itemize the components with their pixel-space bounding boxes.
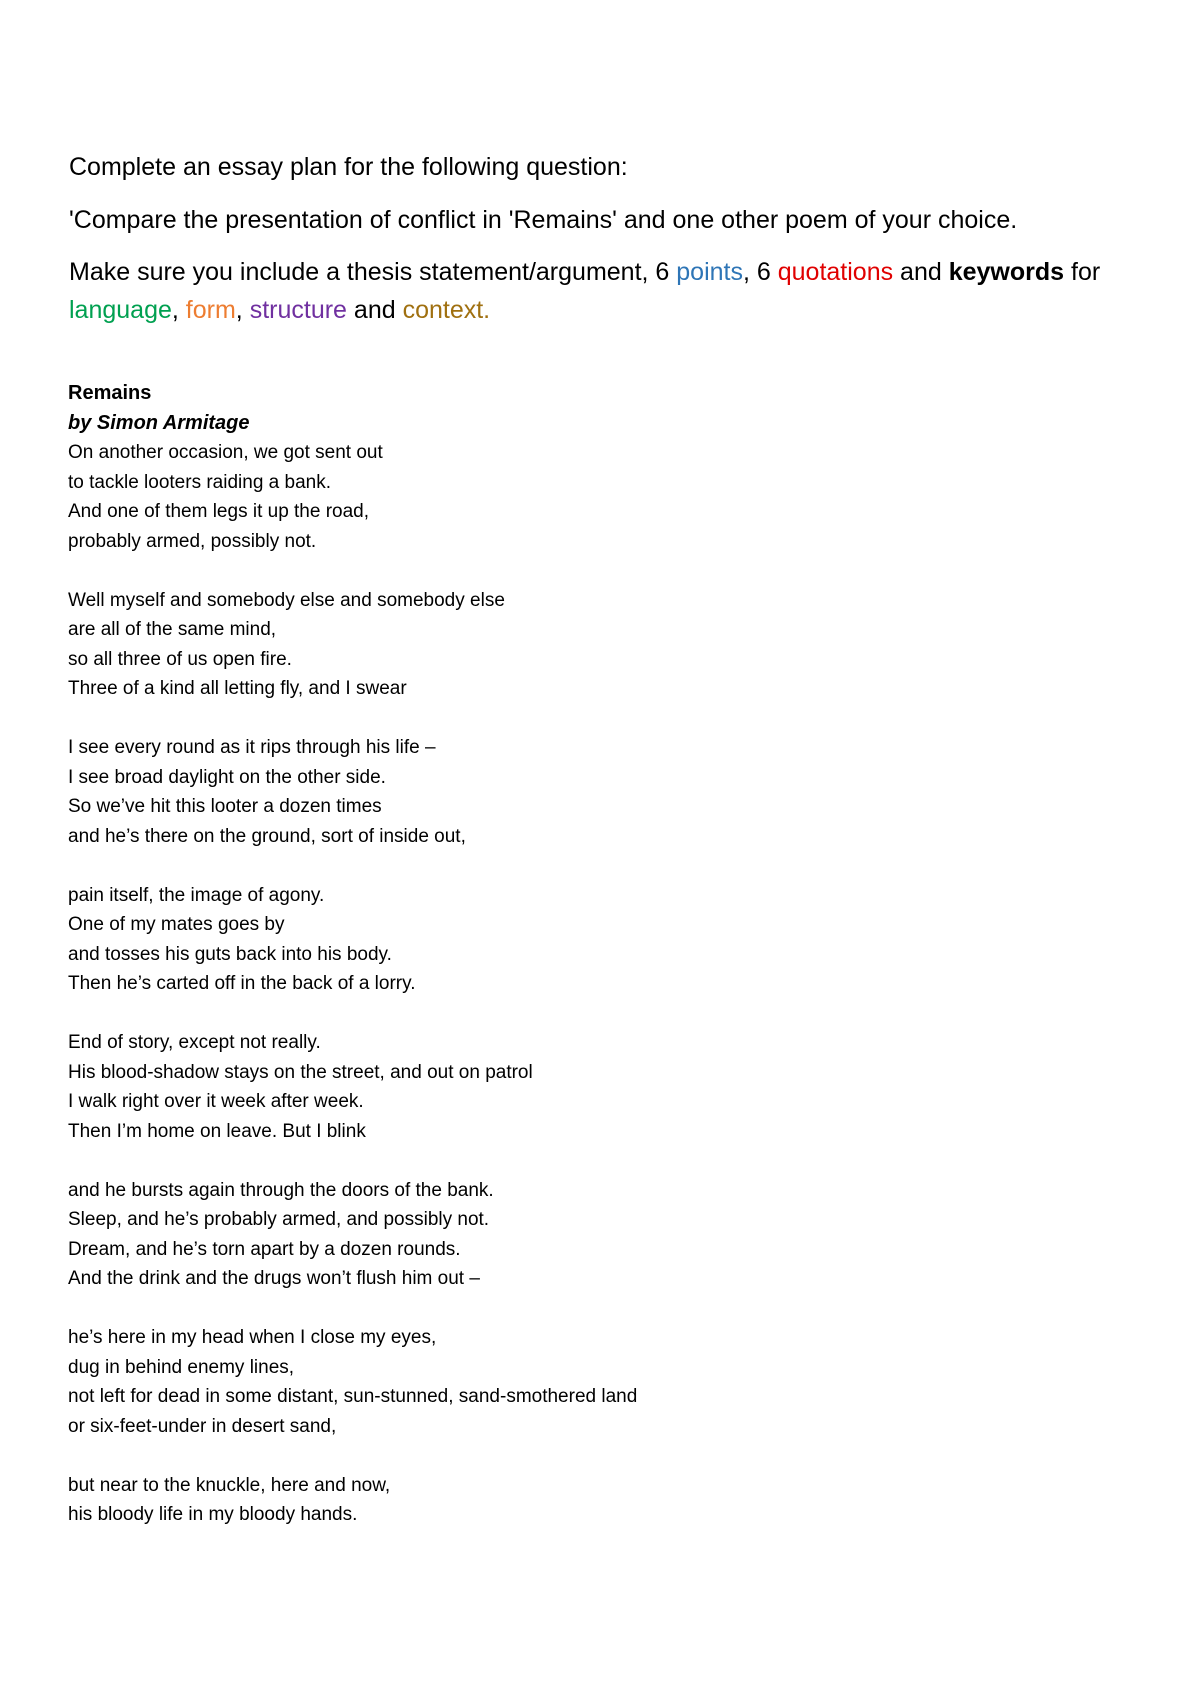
poem-line: not left for dead in some distant, sun-stunned, sand-smothered land xyxy=(68,1386,638,1407)
poem-line: Well myself and somebody else and somebody else xyxy=(68,589,505,611)
poem-line: but near to the knuckle, here and now, xyxy=(68,1474,391,1496)
poem-line: Then I’m home on leave. But I blink xyxy=(68,1120,366,1142)
poem-line: So we’ve hit this looter a dozen times xyxy=(68,796,382,817)
poem-line: probably armed, possibly not. xyxy=(68,530,317,552)
poem-line: dug in behind enemy lines, xyxy=(68,1356,295,1378)
poem-line: and tosses his guts back into his body. xyxy=(68,943,392,965)
poem-body xyxy=(68,438,1148,1530)
poem-stanza xyxy=(68,1323,1148,1441)
poem-stanza xyxy=(68,1176,1148,1294)
essay-requirements xyxy=(69,253,1129,329)
essay-question: 'Compare the presentation of conflict in 'Remains' and one other poem of your choice. xyxy=(69,206,1018,234)
poem-author: by Simon Armitage xyxy=(68,412,250,434)
poem-line: End of story, except not really. xyxy=(68,1032,321,1053)
structure-keyword: structure xyxy=(249,296,347,324)
poem-line: and he bursts again through the doors of the bank. xyxy=(68,1179,494,1201)
poem-line: And the drink and the drugs won’t flush him out – xyxy=(68,1268,480,1289)
poem xyxy=(68,378,1148,1559)
poem-line: Three of a kind all letting fly, and I swear xyxy=(68,678,407,699)
poem-line: he’s here in my head when I close my eyes, xyxy=(68,1327,437,1348)
poem-line: On another occasion, we got sent out xyxy=(68,442,383,463)
poem-line: are all of the same mind, xyxy=(68,619,277,640)
requirements-text: , xyxy=(171,296,186,324)
poem-title: Remains xyxy=(68,382,152,404)
quotations-keyword: quotations xyxy=(777,258,894,286)
poem-line: to tackle looters raiding a bank. xyxy=(68,471,331,493)
poem-stanza xyxy=(68,586,1148,704)
poem-line: or six-feet-under in desert sand, xyxy=(68,1415,337,1437)
poem-stanza xyxy=(68,881,1148,999)
requirements-text: , 6 xyxy=(742,258,778,286)
language-keyword: language xyxy=(69,296,172,324)
task-instructions xyxy=(69,148,1129,329)
poem-line: I see broad daylight on the other side. xyxy=(68,766,386,788)
poem-stanza xyxy=(68,438,1148,556)
form-keyword: form xyxy=(185,296,236,324)
poem-line: Dream, and he’s torn apart by a dozen rounds. xyxy=(68,1238,461,1260)
poem-line: One of my mates goes by xyxy=(68,914,285,935)
poem-stanza xyxy=(68,1471,1148,1530)
poem-line: Sleep, and he’s probably armed, and possibly not. xyxy=(68,1209,490,1230)
requirements-text: Make sure you include a thesis statement/argument, 6 xyxy=(69,258,677,286)
poem-line: And one of them legs it up the road, xyxy=(68,501,370,522)
poem-line: pain itself, the image of agony. xyxy=(68,884,325,906)
poem-line: and he’s there on the ground, sort of inside out, xyxy=(68,825,466,847)
requirements-text: and xyxy=(346,296,403,324)
context-keyword: context. xyxy=(402,296,491,324)
poem-line: Then he’s carted off in the back of a lorry. xyxy=(68,973,416,994)
requirements-text: for xyxy=(1064,258,1101,286)
poem-line: I walk right over it week after week. xyxy=(68,1091,364,1112)
requirements-text: , xyxy=(235,296,250,324)
poem-line: I see every round as it rips through his life – xyxy=(68,737,436,758)
keywords-keyword: keywords xyxy=(948,258,1065,286)
points-keyword: points xyxy=(676,258,743,286)
poem-stanza xyxy=(68,1028,1148,1146)
requirements-text: and xyxy=(893,258,949,286)
poem-line: his bloody life in my bloody hands. xyxy=(68,1504,358,1525)
poem-stanza xyxy=(68,733,1148,851)
poem-line: so all three of us open fire. xyxy=(68,648,292,670)
poem-line: His blood-shadow stays on the street, and out on patrol xyxy=(68,1061,533,1083)
instruction-heading: Complete an essay plan for the following question: xyxy=(69,153,628,181)
